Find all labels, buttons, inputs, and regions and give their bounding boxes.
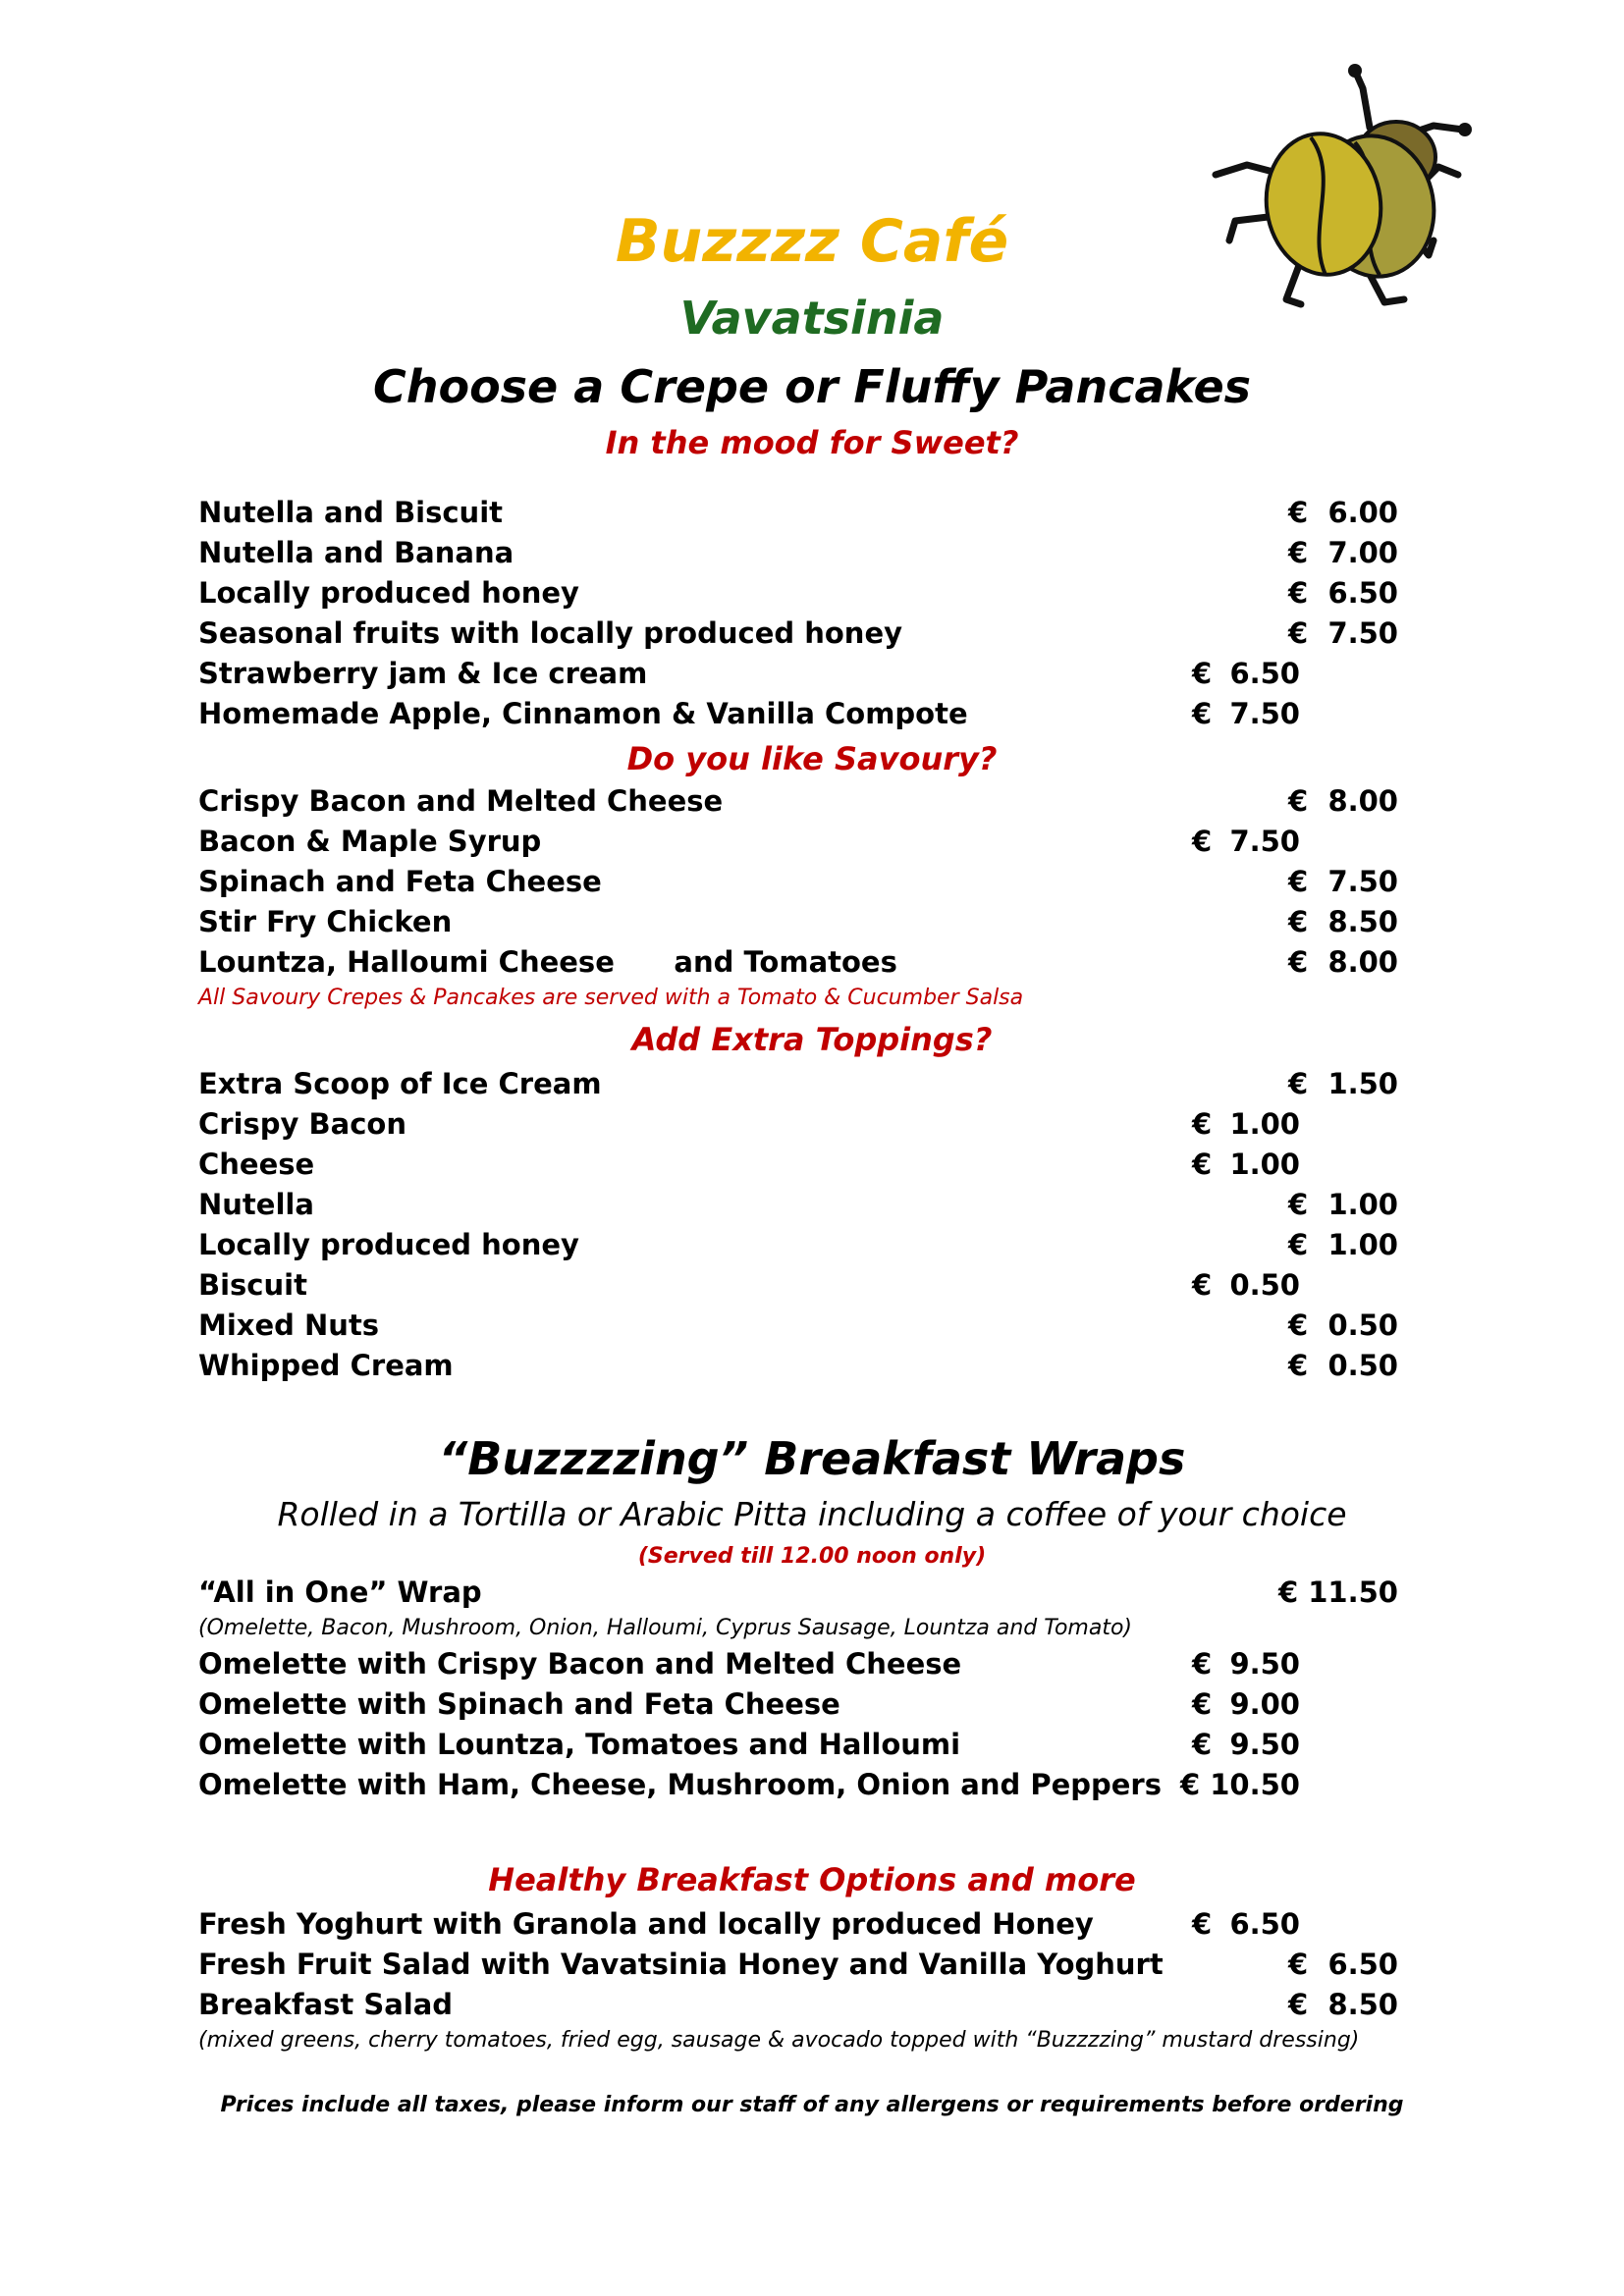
item-name: Strawberry jam & Ice cream [198, 657, 648, 690]
menu-item: Omelette with Crispy Bacon and Melted Cheese € 9.50 [198, 1644, 1396, 1684]
item-name: Nutella [198, 1188, 314, 1221]
item-name: Homemade Apple, Cinnamon & Vanilla Compote [198, 697, 968, 730]
item-name: Mixed Nuts [198, 1308, 380, 1342]
menu-item: Homemade Apple, Cinnamon & Vanilla Compote € 7.50 [198, 694, 1396, 734]
item-name: Biscuit [198, 1268, 307, 1302]
menu-item: Strawberry jam & Ice cream € 6.50 [198, 654, 1396, 694]
menu-item: Omelette with Ham, Cheese, Mushroom, Onion and Peppers € 10.50 [198, 1765, 1396, 1805]
item-name: Omelette with Ham, Cheese, Mushroom, Onion and Peppers [198, 1768, 1162, 1801]
item-name: Nutella and Biscuit [198, 496, 504, 529]
menu-item: Omelette with Spinach and Feta Cheese € 9.00 [198, 1684, 1396, 1725]
item-name: Lountza, Halloumi Cheese and Tomatoes [198, 945, 897, 979]
wrap-note: (Omelette, Bacon, Mushroom, Onion, Halloumi, Cyprus Sausage, Lountza and Tomato) [198, 1616, 1133, 1640]
item-name: Locally produced honey [198, 1228, 579, 1261]
menu-item: Cheese € 1.00 [198, 1145, 1396, 1185]
menu-item: Lountza, Halloumi Cheese and Tomatoes € 8.00 [198, 942, 1396, 983]
item-name: Omelette with Spinach and Feta Cheese [198, 1687, 840, 1721]
menu-item: Crispy Bacon € 1.00 [198, 1104, 1396, 1145]
menu-item: Nutella and Biscuit € 6.00 [198, 493, 1396, 533]
wraps-served-note: (Served till 12.00 noon only) [637, 1544, 987, 1569]
healthy-list [198, 1904, 1396, 2056]
item-name: “All in One” Wrap [198, 1575, 482, 1609]
item-name: Locally produced honey [198, 576, 579, 610]
menu-item: Biscuit € 0.50 [198, 1265, 1396, 1306]
toppings-list [198, 1064, 1396, 1386]
savoury-heading: Do you like Savoury? [626, 740, 998, 777]
menu-item: Whipped Cream € 0.50 [198, 1346, 1396, 1386]
savoury-note: All Savoury Crepes & Pancakes are served with a Tomato & Cucumber Salsa [198, 986, 1024, 1010]
cafe-title: Buzzzz Café [615, 207, 1009, 276]
item-name: Spinach and Feta Cheese [198, 865, 602, 898]
menu-item: Seasonal fruits with locally produced honey € 7.50 [198, 614, 1396, 654]
menu-item: Stir Fry Chicken € 8.50 [198, 902, 1396, 942]
item-name: Omelette with Lountza, Tomatoes and Halloumi [198, 1728, 961, 1761]
menu-item: “All in One” Wrap € 11.50 [198, 1573, 1396, 1613]
menu-item: Spinach and Feta Cheese € 7.50 [198, 862, 1396, 902]
menu-item: Crispy Bacon and Melted Cheese € 8.00 [198, 781, 1396, 822]
menu-item: Bacon & Maple Syrup € 7.50 [198, 822, 1396, 862]
menu-item: Fresh Fruit Salad with Vavatsinia Honey and Vanilla Yoghurt € 6.50 [198, 1945, 1396, 1985]
item-name: Breakfast Salad [198, 1988, 454, 2021]
item-name: Cheese [198, 1148, 315, 1181]
item-name: Seasonal fruits with locally produced honey [198, 616, 903, 650]
item-name: Crispy Bacon and Melted Cheese [198, 784, 724, 818]
toppings-heading: Add Extra Toppings? [631, 1021, 993, 1058]
wraps-heading: “Buzzzzing” Breakfast Wraps [438, 1432, 1186, 1485]
item-name: Fresh Fruit Salad with Vavatsinia Honey and Vanilla Yoghurt [198, 1948, 1164, 1981]
sweet-heading: In the mood for Sweet? [605, 424, 1019, 461]
crepe-heading: Choose a Crepe or Fluffy Pancakes [372, 360, 1252, 413]
item-name: Bacon & Maple Syrup [198, 825, 542, 858]
item-name: Nutella and Banana [198, 536, 514, 569]
menu-item: Nutella and Banana € 7.00 [198, 533, 1396, 573]
cafe-location: Vavatsinia [679, 292, 945, 345]
footer-note: Prices include all taxes, please inform our staff of any allergens or requirements before ordering [220, 2093, 1404, 2117]
menu-item: Breakfast Salad € 8.50 [198, 1985, 1396, 2025]
menu-item: Mixed Nuts € 0.50 [198, 1306, 1396, 1346]
healthy-heading: Healthy Breakfast Options and more [488, 1861, 1136, 1898]
item-name: Whipped Cream [198, 1349, 454, 1382]
savoury-list [198, 781, 1396, 1014]
salad-note: (mixed greens, cherry tomatoes, fried egg, sausage & avocado topped with “Buzzzzing” mustard dressing) [198, 2028, 1360, 2053]
wraps-list [198, 1573, 1396, 1805]
menu-item: Nutella € 1.00 [198, 1185, 1396, 1225]
item-name: Extra Scoop of Ice Cream [198, 1067, 602, 1100]
menu-item: Locally produced honey € 6.50 [198, 573, 1396, 614]
menu-item: Fresh Yoghurt with Granola and locally produced Honey € 6.50 [198, 1904, 1396, 1945]
item-name: Omelette with Crispy Bacon and Melted Cheese [198, 1647, 962, 1681]
menu-item: Extra Scoop of Ice Cream € 1.50 [198, 1064, 1396, 1104]
sweet-list [198, 493, 1396, 734]
menu-item: Omelette with Lountza, Tomatoes and Halloumi € 9.50 [198, 1725, 1396, 1765]
menu-item: Locally produced honey € 1.00 [198, 1225, 1396, 1265]
item-name: Stir Fry Chicken [198, 905, 453, 938]
wraps-intro: Rolled in a Tortilla or Arabic Pitta including a coffee of your choice [277, 1495, 1347, 1533]
item-name: Crispy Bacon [198, 1107, 406, 1141]
item-name: Fresh Yoghurt with Granola and locally produced Honey [198, 1907, 1094, 1941]
